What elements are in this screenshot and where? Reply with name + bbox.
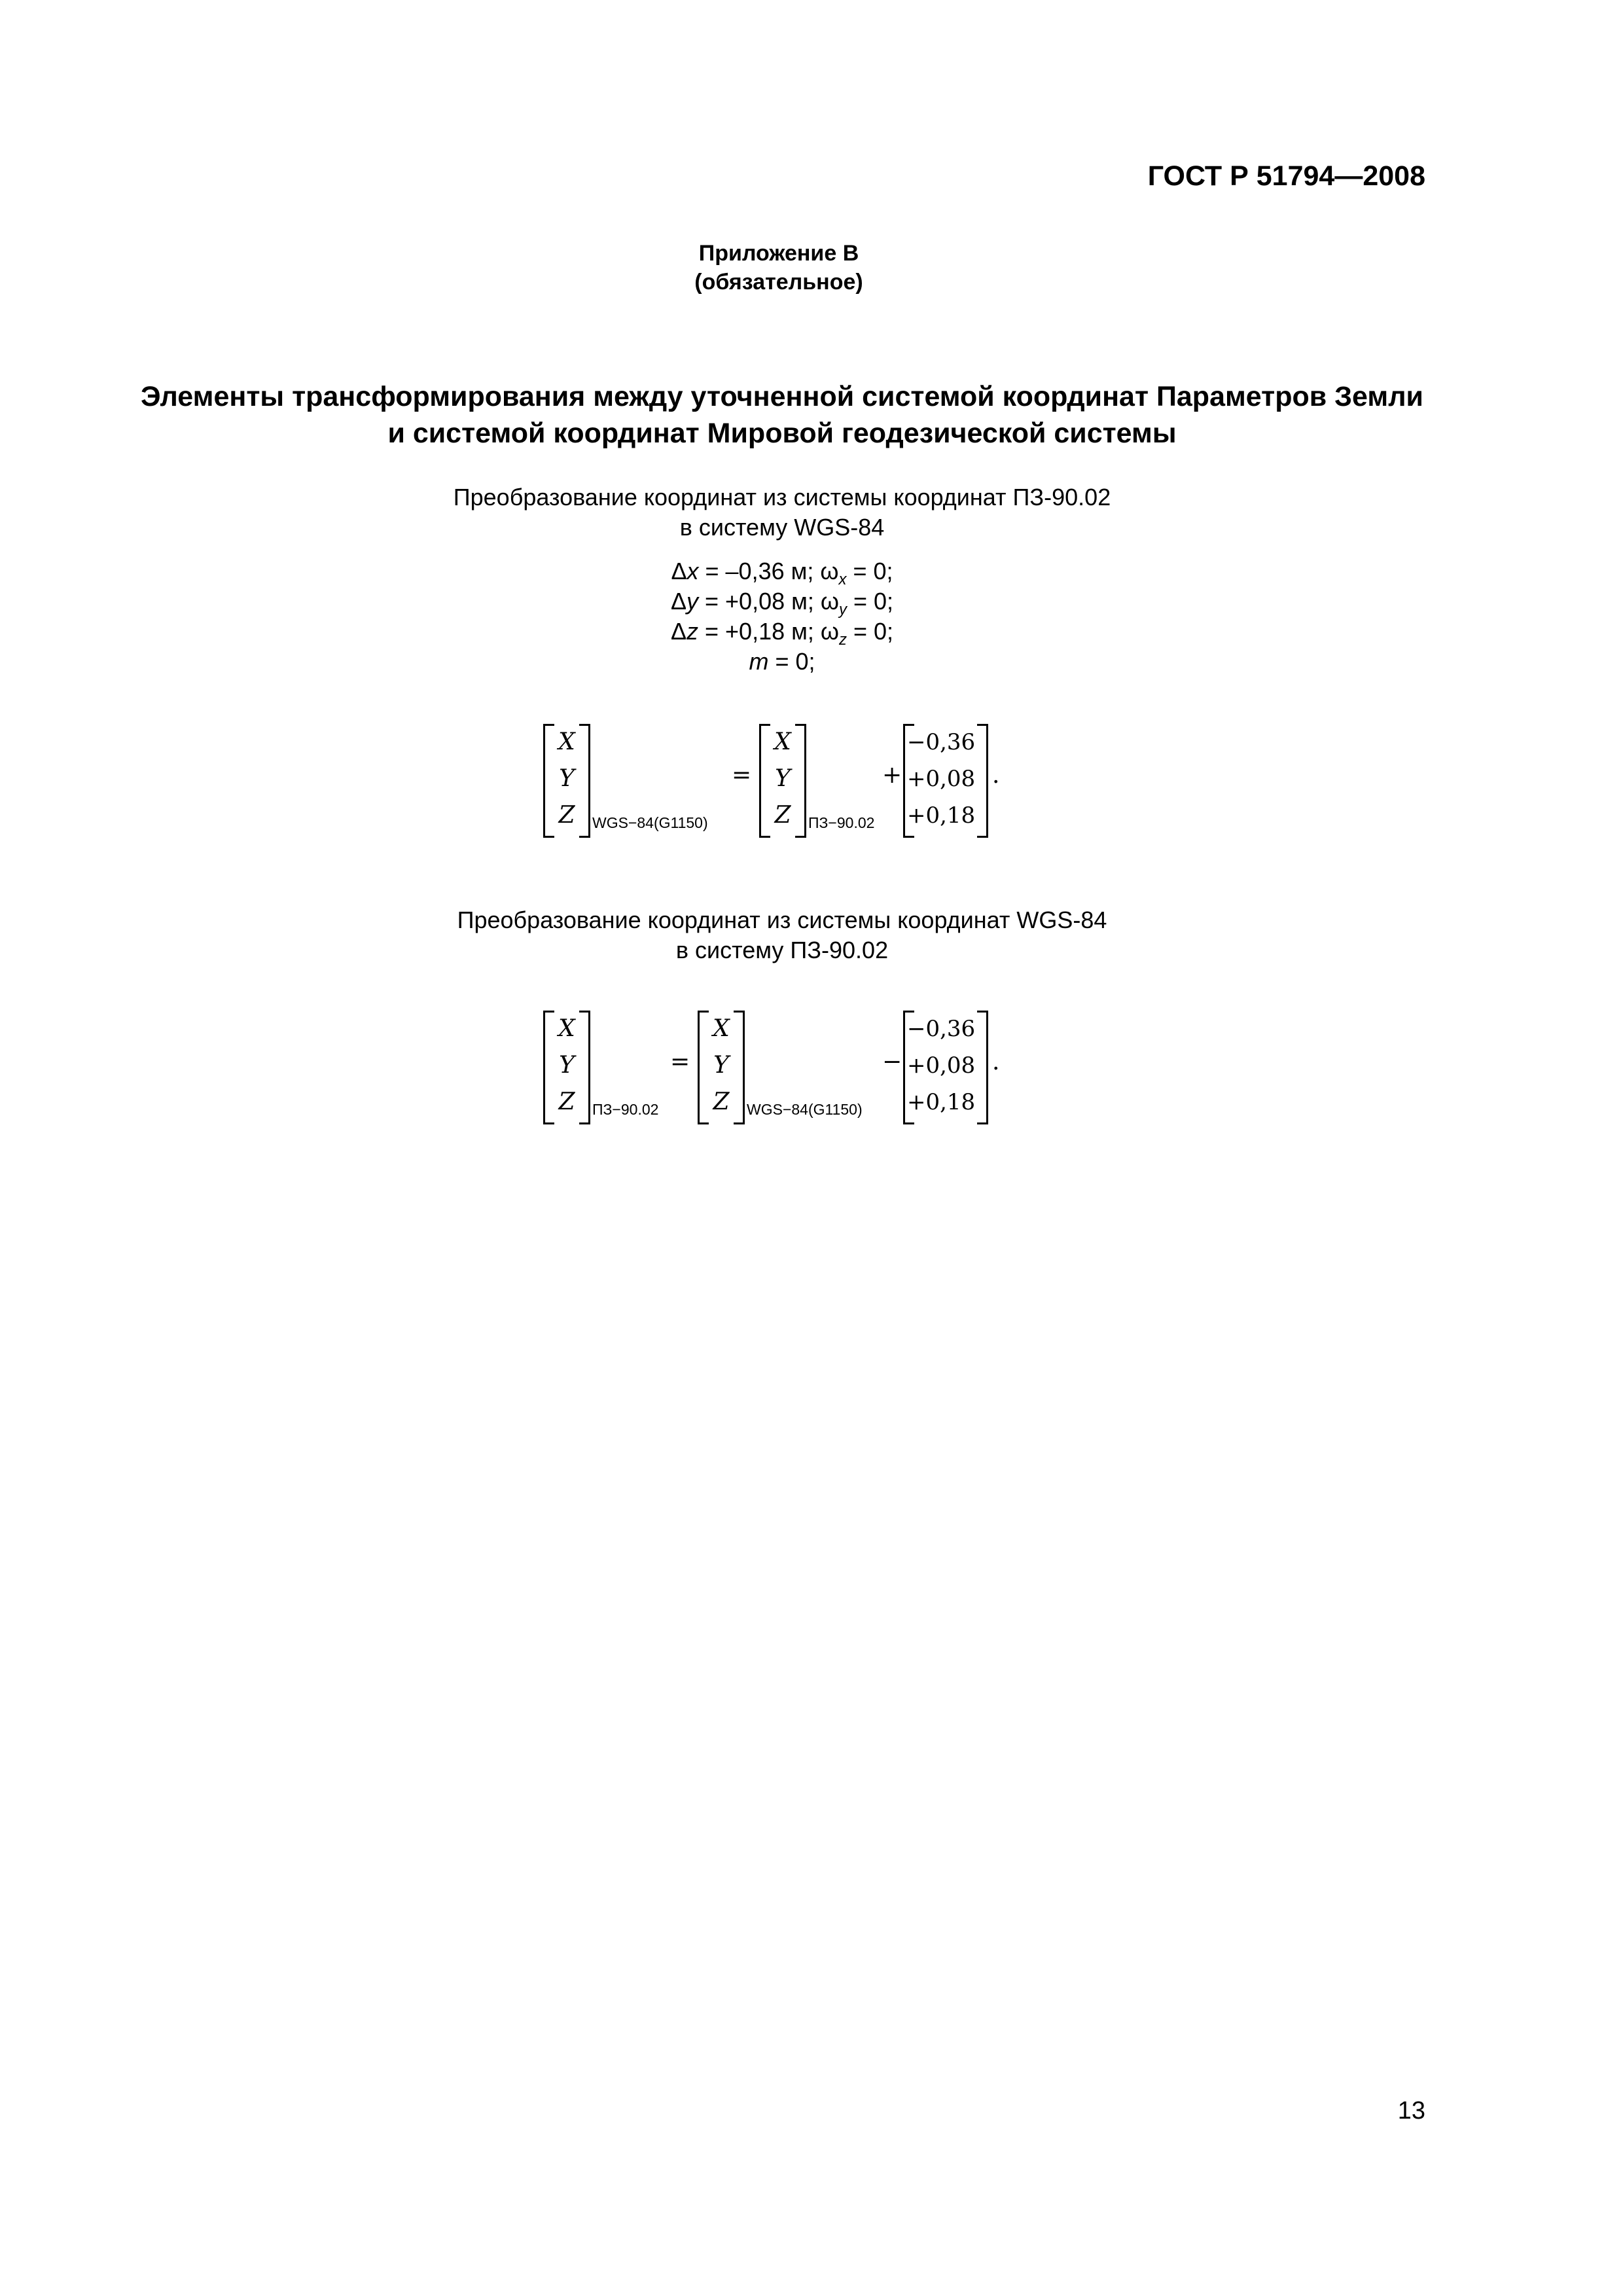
param-dz: Δz = +0,18 м; $\omega_z = 0$; <box>670 618 894 649</box>
matrix-cell: +0,08 <box>907 1052 976 1079</box>
matrix-rhs-subscript: WGS−84(G1150) <box>747 1101 863 1118</box>
document-number: ГОСТ Р 51794—2008 <box>1147 160 1425 192</box>
param-m: m = 0; <box>749 648 815 675</box>
matrix-cell: +0,18 <box>907 802 976 829</box>
section2-heading-2: в систему ПЗ-90.02 <box>675 937 889 963</box>
equals-sign: = <box>670 1049 690 1075</box>
matrix-rhs-subscript: ПЗ−90.02 <box>808 814 875 831</box>
section1-heading-2: в систему WGS-84 <box>679 514 885 541</box>
matrix-cell: Y <box>559 1052 575 1079</box>
matrix-cell: Z <box>558 802 575 829</box>
matrix-cell: +0,18 <box>907 1089 976 1115</box>
appendix-status: (обязательное) <box>694 270 863 295</box>
equation-period: . <box>992 762 1000 789</box>
matrix-cell: X <box>774 728 791 755</box>
matrix-lhs <box>543 724 590 834</box>
matrix-cell: Z <box>774 802 791 829</box>
matrix-lhs-subscript: ПЗ−90.02 <box>592 1101 659 1118</box>
equation-period: . <box>992 1049 1000 1075</box>
param-dx: Δx = –0,36 м; $\omega_x = 0$; <box>671 558 893 589</box>
page-number: 13 <box>1397 2097 1425 2125</box>
appendix-label: Приложение В <box>698 241 859 266</box>
matrix-cell: Z <box>713 1088 730 1115</box>
param-dy: Δy = +0,08 м; $\omega_y = 0$; <box>670 588 894 619</box>
matrix-shift <box>903 724 988 834</box>
section2-heading-1: Преобразование координат из системы координат WGS-84 <box>457 906 1107 933</box>
plus-sign: + <box>882 762 902 789</box>
equals-sign: = <box>732 762 752 789</box>
matrix-cell: X <box>558 1015 575 1042</box>
matrix-cell: X <box>713 1015 730 1042</box>
matrix-rhs <box>759 724 806 834</box>
matrix-cell: Y <box>559 765 575 792</box>
matrix-cell: +0,08 <box>907 766 976 792</box>
matrix-lhs <box>543 1011 590 1121</box>
matrix-cell: Y <box>713 1052 729 1079</box>
minus-sign: − <box>882 1049 902 1075</box>
matrix-lhs-subscript: WGS−84(G1150) <box>592 814 708 831</box>
matrix-cell: Z <box>558 1088 575 1115</box>
matrix-cell: X <box>558 728 575 755</box>
matrix-shift <box>903 1011 988 1121</box>
title-line-1: Элементы трансформирования между уточненной системой координат Параметров Земли <box>141 381 1423 412</box>
matrix-cell: −0,36 <box>907 729 976 755</box>
matrix-cell: Y <box>775 765 791 792</box>
matrix-cell: −0,36 <box>907 1016 976 1042</box>
title-line-2: и системой координат Мировой геодезической системы <box>387 418 1177 449</box>
matrix-rhs <box>698 1011 745 1121</box>
section1-heading-1: Преобразование координат из системы координат ПЗ-90.02 <box>453 484 1111 511</box>
